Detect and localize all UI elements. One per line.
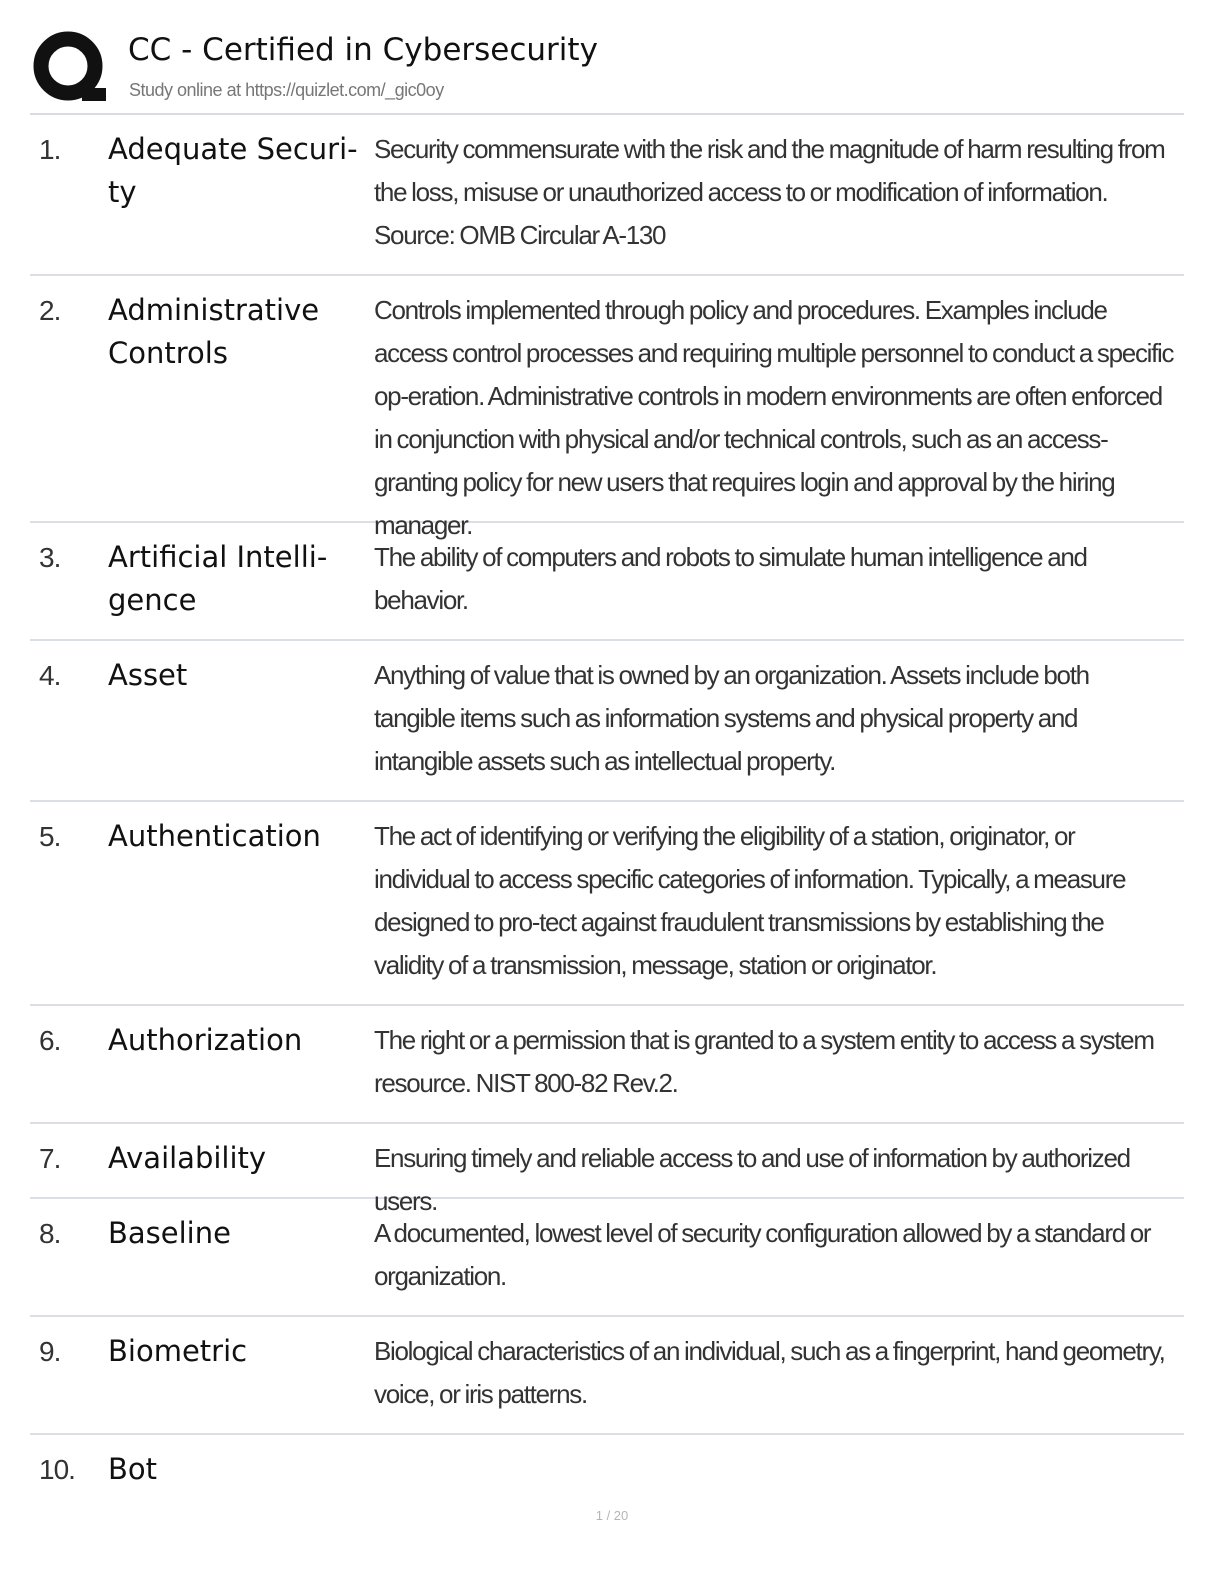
term-word: Bot (108, 1452, 158, 1486)
term-number: 2. (39, 295, 61, 326)
term-number: 5. (39, 821, 61, 852)
term-word: Adequate Securi-ty (108, 132, 358, 209)
term-row (30, 523, 1184, 641)
term-number: 8. (39, 1218, 61, 1249)
term-word: Artificial Intelli-gence (108, 540, 328, 617)
document-title: CC - Certified in Cybersecurity (128, 32, 598, 68)
term-row (30, 1006, 1184, 1124)
document-header (30, 28, 1190, 110)
term-row (30, 276, 1184, 540)
term-number: 9. (39, 1336, 61, 1367)
quizlet-q-logo-icon (32, 30, 108, 106)
term-number: 1. (39, 134, 61, 165)
term-row (30, 802, 1184, 1006)
term-word: Authorization (108, 1023, 303, 1057)
term-definition: Controls implemented through policy and procedures. Examples include access control processes and requiring multiple personnel to conduct a specific op-eration. Administrative controls in modern environments are often enforced in conjunction with physical and/or technical controls, such as an access-granting policy for new users that requires login and approval by the hiring manager. (374, 295, 1174, 540)
term-definition: Ensuring timely and reliable access to and use of information by authorized users. (374, 1143, 1130, 1216)
term-word: Biometric (108, 1334, 248, 1368)
term-number: 3. (39, 542, 61, 573)
page-number: 1 / 20 (595, 1508, 629, 1523)
term-definition: The act of identifying or verifying the eligibility of a station, originator, or individual to access specific categories of information. Typically, a measure designed to pro-tect against fraudulent transmissions by establishing the validity of a transmission, message, station or originator. (374, 821, 1126, 980)
term-word: Availability (108, 1141, 267, 1175)
term-number: 4. (39, 660, 61, 691)
term-word: Authentication (108, 819, 321, 853)
term-row (30, 1435, 1184, 1495)
term-number: 10. (39, 1454, 75, 1485)
term-word: Baseline (108, 1216, 231, 1250)
term-number: 6. (39, 1025, 61, 1056)
term-row (30, 115, 1184, 276)
term-definition: The right or a permission that is granted to a system entity to access a system resource. NIST 800-82 Rev.2. (374, 1025, 1154, 1098)
term-row (30, 1124, 1184, 1216)
term-row (30, 1199, 1184, 1317)
term-definition: Biological characteristics of an individual, such as a fingerprint, hand geometry, voice, or iris patterns. (374, 1336, 1165, 1409)
term-definition: Anything of value that is owned by an organization. Assets include both tangible items such as information systems and physical property and intangible assets such as intellectual property. (374, 660, 1089, 776)
term-number: 7. (39, 1143, 61, 1174)
term-definition: Security commensurate with the risk and the magnitude of harm resulting from the loss, misuse or unauthorized access to or modification of information. Source: OMB Circular A-130 (374, 134, 1165, 250)
term-row (30, 641, 1184, 802)
term-definition: The ability of computers and robots to simulate human intelligence and behavior. (374, 542, 1087, 615)
term-list (30, 115, 1184, 1495)
term-word: Administrative Controls (108, 293, 320, 370)
study-online-link-text: Study online at https://quizlet.com/_gic0oy (129, 80, 444, 100)
term-definition: A documented, lowest level of security configuration allowed by a standard or organization. (374, 1218, 1151, 1291)
term-word: Asset (108, 658, 188, 692)
term-row (30, 1317, 1184, 1435)
